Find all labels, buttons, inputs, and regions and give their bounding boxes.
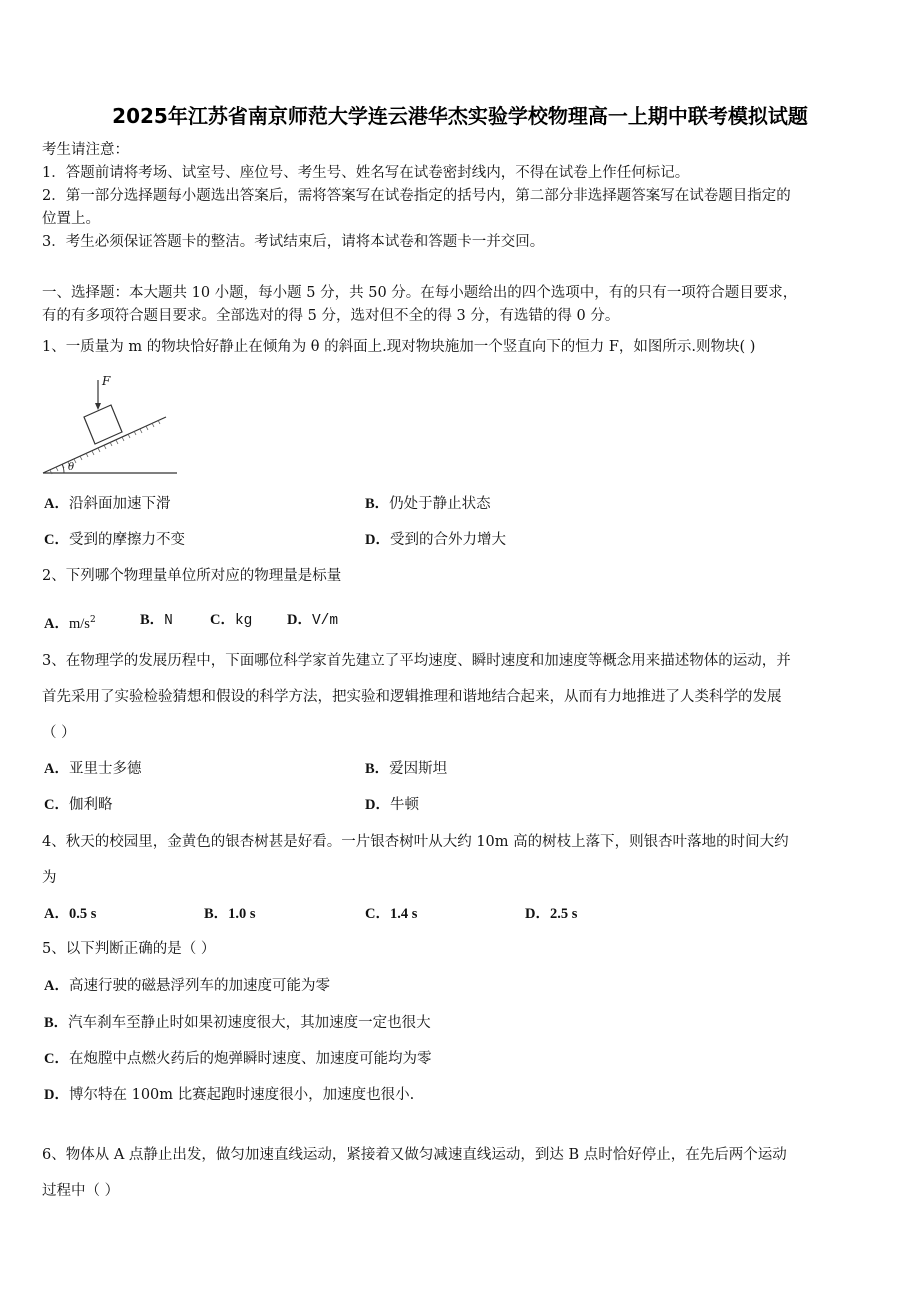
question-1-option-a[interactable]: [44, 494, 170, 514]
question-1-option-b[interactable]: [365, 494, 491, 514]
option-text: 爱因斯坦: [389, 761, 448, 777]
question-2-option-b[interactable]: [140, 610, 173, 631]
option-letter: D．: [365, 532, 390, 548]
question-5-stem: 5、以下判断正确的是（ ）: [42, 941, 216, 957]
option-letter: A．: [44, 761, 69, 777]
option-text: m/s: [68, 616, 90, 632]
question-1-option-d[interactable]: [365, 530, 506, 550]
option-text: 1.4 s: [389, 906, 418, 922]
option-text: 0.5 s: [68, 906, 97, 922]
option-text: 牛顿: [389, 797, 419, 813]
option-text: 受到的合外力增大: [389, 532, 506, 548]
option-letter: B．: [44, 1015, 69, 1031]
option-text: 博尔特在 100m 比赛起跑时速度很小，加速度也很小.: [68, 1087, 415, 1103]
option-letter: B．: [204, 906, 229, 922]
option-letter: C．: [210, 612, 235, 628]
incline-diagram-icon: [40, 372, 185, 478]
option-letter: A．: [44, 616, 69, 632]
option-letter: A．: [44, 978, 69, 994]
question-2-stem: 2、下列哪个物理量单位所对应的物理量是标量: [42, 568, 342, 584]
option-letter: C．: [44, 1051, 69, 1067]
option-text: 伽利略: [68, 797, 113, 813]
option-letter: D．: [44, 1087, 69, 1103]
question-2-option-a[interactable]: [44, 610, 96, 634]
question-3-option-d[interactable]: [365, 795, 419, 815]
question-4-option-d[interactable]: [525, 904, 577, 924]
option-text: 高速行驶的磁悬浮列车的加速度可能为零: [68, 978, 330, 994]
option-letter: A．: [44, 906, 69, 922]
option-letter: C．: [365, 906, 390, 922]
notice-item-3: 3．考生必须保证答题卡的整洁。考试结束后，请将本试卷和答题卡一并交回。: [42, 234, 545, 250]
notice-item-2: 2．第一部分选择题每小题选出答案后，需将答案写在试卷指定的括号内，第二部分非选择题答案写在试卷题目指定的: [42, 188, 791, 204]
question-4-option-c[interactable]: [365, 904, 417, 924]
option-text: 1.0 s: [228, 906, 256, 922]
page-title: 2025年江苏省南京师范大学连云港华杰实验学校物理高一上期中联考模拟试题: [112, 104, 808, 128]
angle-label: θ: [68, 462, 75, 473]
option-letter: C．: [44, 797, 69, 813]
option-letter: B．: [365, 761, 390, 777]
question-3-stem-line1: 3、在物理学的发展历程中，下面哪位科学家首先建立了平均速度、瞬时速度和加速度等概念用来描述物体的运动，并: [42, 653, 791, 669]
option-letter: D．: [525, 906, 550, 922]
question-4-stem-line1: 4、秋天的校园里，金黄色的银杏树甚是好看。一片银杏树叶从大约 10m 高的树枝上落下，则银杏叶落地的时间大约: [42, 834, 789, 850]
option-text: 沿斜面加速下滑: [68, 496, 171, 512]
question-1-stem: 1、一质量为 m 的物块恰好静止在倾角为 θ 的斜面上.现对物块施加一个竖直向下的恒力 F，如图所示.则物块( ): [42, 339, 756, 355]
incline-block-figure: [40, 372, 185, 478]
option-text: N: [164, 613, 173, 629]
question-5-option-d[interactable]: [44, 1085, 414, 1105]
question-3-stem-line2: 首先采用了实验检验猜想和假设的科学方法，把实验和逻辑推理和谐地结合起来，从而有力地推进了人类科学的发展: [42, 689, 782, 705]
question-3-option-b[interactable]: [365, 759, 447, 779]
option-letter: C．: [44, 532, 69, 548]
question-2-option-c[interactable]: [210, 610, 252, 631]
question-3-stem-line3: （ ）: [42, 725, 76, 741]
notice-item-2-cont: 位置上。: [42, 211, 100, 227]
option-letter: D．: [365, 797, 390, 813]
question-6-stem-line1: 6、物体从 A 点静止出发，做匀加速直线运动，紧接着又做匀减速直线运动，到达 B 点时恰好停止，在先后两个运动: [42, 1147, 787, 1163]
notice-item-1: 1．答题前请将考场、试室号、座位号、考生号、姓名写在试卷密封线内，不得在试卷上作任何标记。: [42, 165, 690, 181]
question-1-option-c[interactable]: [44, 530, 185, 550]
option-text: 2.5 s: [549, 906, 578, 922]
question-4-stem-line2: 为: [42, 870, 57, 886]
question-3-option-a[interactable]: [44, 759, 141, 779]
option-text: 在炮膛中点燃火药后的炮弹瞬时速度、加速度可能均为零: [68, 1051, 432, 1067]
question-2-option-d[interactable]: [287, 610, 338, 631]
option-text: kg: [234, 613, 253, 629]
option-letter: B．: [140, 612, 165, 628]
question-4-option-b[interactable]: [204, 904, 256, 924]
option-text: 亚里士多德: [68, 761, 142, 777]
question-6-stem-line2: 过程中（ ）: [42, 1183, 120, 1199]
option-text: V/m: [311, 613, 339, 629]
question-5-option-b[interactable]: [44, 1013, 431, 1033]
option-text: 仍处于静止状态: [389, 496, 491, 512]
force-label: F: [102, 374, 111, 388]
option-letter: A．: [44, 496, 69, 512]
option-letter: D．: [287, 612, 312, 628]
section-intro-line1: 一、选择题：本大题共 10 小题，每小题 5 分，共 50 分。在每小题给出的四个选项中，有的只有一项符合题目要求，: [42, 285, 798, 301]
section-intro-line2: 有的有多项符合题目要求。全部选对的得 5 分，选对但不全的得 3 分，有选错的得 0 分。: [42, 308, 620, 324]
option-superscript: 2: [89, 615, 96, 625]
question-4-option-a[interactable]: [44, 904, 96, 924]
notice-heading: 考生请注意：: [42, 142, 129, 158]
question-5-option-c[interactable]: [44, 1049, 431, 1069]
question-5-option-a[interactable]: [44, 976, 330, 996]
option-text: 汽车刹车至静止时如果初速度很大，其加速度一定也很大: [68, 1015, 431, 1031]
question-3-option-c[interactable]: [44, 795, 112, 815]
option-letter: B．: [365, 496, 390, 512]
option-text: 受到的摩擦力不变: [68, 532, 185, 548]
